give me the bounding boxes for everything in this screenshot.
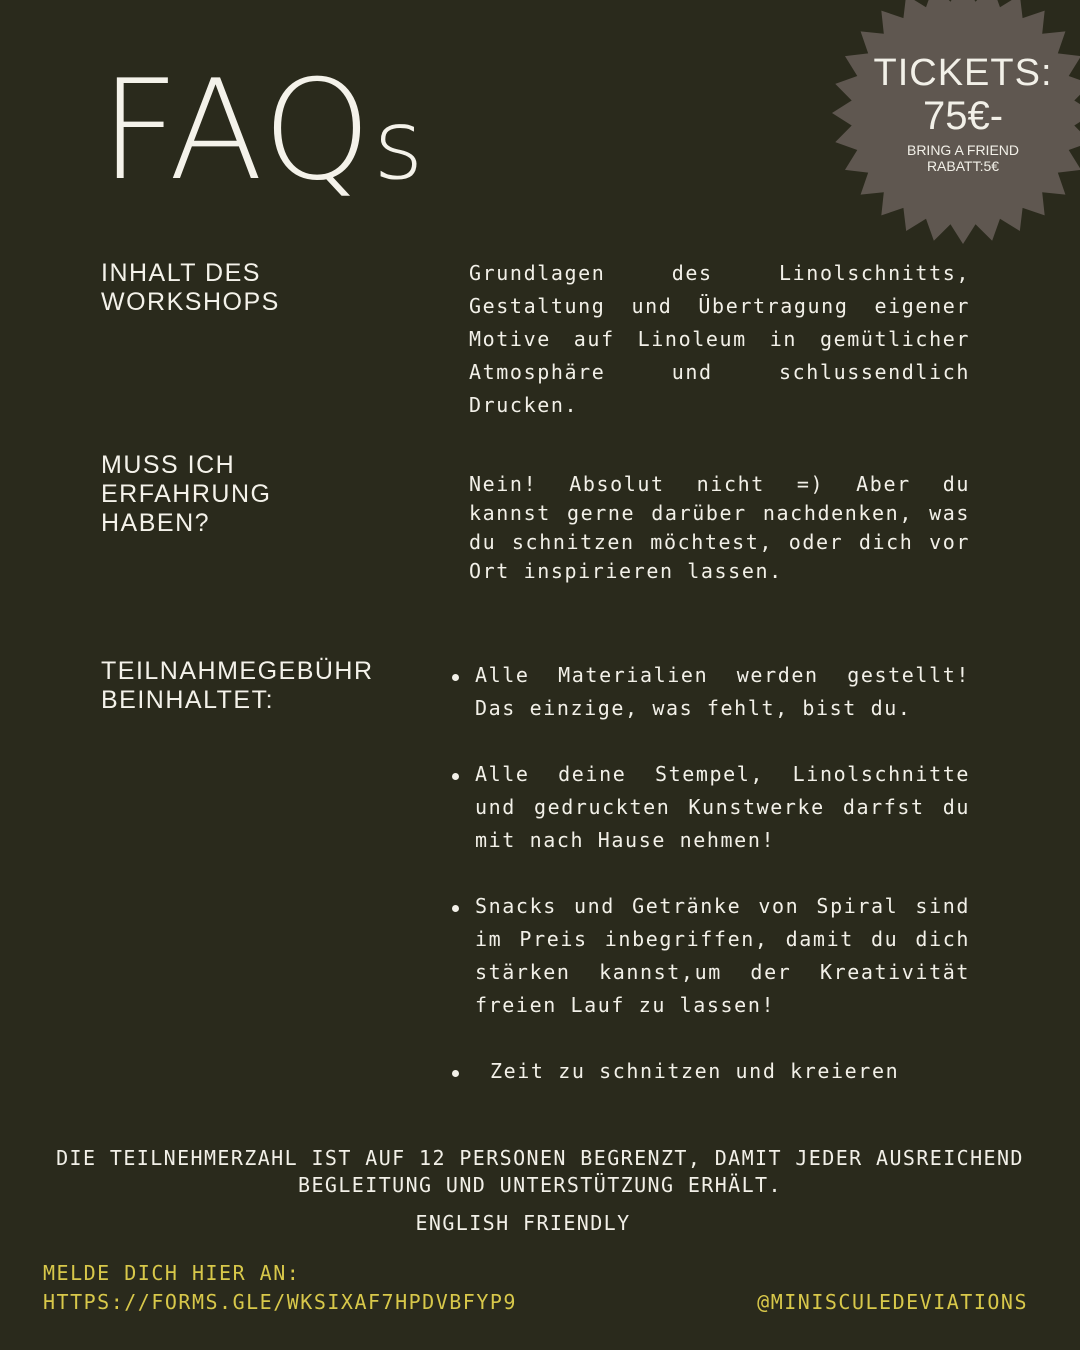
tickets-price: 75€- (922, 94, 1004, 138)
page-title (100, 50, 426, 211)
answer-workshop-content: Grundlagen des Linolschnitts, Gestaltung und Übertragung eigener Motive auf Linoleum in gemütlicher Atmosphäre und schlussendlich Drucken. (469, 261, 970, 417)
signup-label: MELDE DICH HIER AN: (43, 1261, 301, 1285)
instagram-handle[interactable]: @MINISCULEDEVIATIONS (757, 1290, 1028, 1314)
discount-text: RABATT:5€ (926, 158, 1000, 174)
bullet-icon (452, 1070, 459, 1077)
tickets-label: TICKETS: (873, 52, 1053, 94)
signup-block (43, 1259, 517, 1317)
list-item (452, 1055, 970, 1088)
answer-experience: Nein! Absolut nicht =) Aber du kannst gerne darüber nachdenken, was du schnitzen möchtest, oder dich vor Ort inspirieren lassen. (469, 472, 970, 583)
list-item (452, 890, 970, 1022)
bullet-icon (452, 674, 459, 681)
list-item (452, 659, 970, 725)
question-fee-includes: TEILNAHMEGEBÜHR BEINHALTET: (101, 657, 374, 714)
participant-limit-note: DIE TEILNEHMERZAHL IST AUF 12 PERSONEN BEGRENZT, DAMIT JEDER AUSREICHEND BEGLEITUNG UND UNTERSTÜTZUNG ERHÄLT. (56, 1146, 1024, 1197)
list-item-text: Alle Materialien werden gestellt! Das einzige, was fehlt, bist du. (475, 663, 970, 720)
page-title-suffix: s (373, 89, 426, 201)
fee-includes-list (452, 659, 970, 1121)
bring-a-friend-text: BRING A FRIEND (906, 142, 1020, 158)
list-item-text: Snacks und Getränke von Spiral sind im Preis inbegriffen, damit du dich stärken kannst,um der Kreativität freien Lauf zu lassen! (475, 894, 970, 1017)
signup-link[interactable]: HTTPS://FORMS.GLE/WKSIXAF7HPDVBFYP9 (43, 1290, 517, 1314)
list-item (452, 758, 970, 857)
question-workshop-content: INHALT DES WORKSHOPS (101, 259, 280, 316)
question-experience: MUSS ICH ERFAHRUNG HABEN? (101, 451, 272, 537)
bring-a-friend-discount (832, 142, 1080, 174)
list-item-text: Zeit zu schnitzen und kreieren (490, 1059, 900, 1083)
tickets-badge (832, 0, 1080, 240)
list-item-text: Alle deine Stempel, Linolschnitte und gedruckten Kunstwerke darfst du mit nach Hause nehmen! (475, 762, 970, 852)
page-title-main: FAQ (100, 50, 374, 211)
bullet-icon (452, 773, 459, 780)
bullet-icon (452, 905, 459, 912)
english-friendly-note: ENGLISH FRIENDLY (415, 1211, 631, 1235)
